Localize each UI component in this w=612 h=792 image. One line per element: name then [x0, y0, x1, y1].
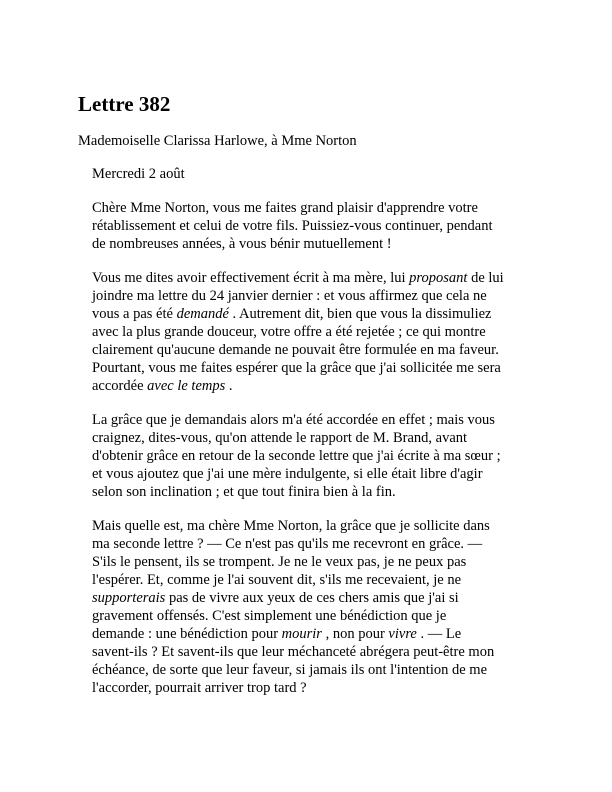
text-line	[92, 589, 532, 607]
page-title: Lettre 382	[78, 92, 171, 116]
italic-text: proposant	[409, 270, 468, 286]
italic-text: avec le temps	[147, 378, 226, 394]
text-line: Pourtant, vous me faites espérer que la grâce que j'ai sollicitée me sera	[92, 360, 501, 376]
text-line: rétablissement et celui de votre fils. Puissiez-vous continuer, pendant	[92, 218, 493, 234]
text-run: vous a pas été	[92, 306, 177, 322]
italic-text: demandé	[176, 306, 229, 322]
text-line	[92, 269, 532, 287]
text-line: l'accorder, pourrait arriver trop tard ?	[92, 680, 307, 696]
text-line: et vous ajoutez que j'ai une mère indulgente, si elle était libre d'agir	[92, 466, 483, 482]
text-line: savent-ils ? Et savent-ils que leur méchanceté abrégera peut-être mon	[92, 644, 495, 660]
text-run: accordée	[92, 378, 148, 394]
text-line: joindre ma lettre du 24 janvier dernier : et vous affirmez que cela ne	[92, 288, 487, 304]
paragraph-4	[92, 517, 532, 697]
text-run: pas de vivre aux yeux de ces chers amis que j'ai si	[165, 590, 459, 606]
text-run: demande : une bénédiction pour	[92, 626, 282, 642]
text-line: selon son inclination ; et que tout finira bien à la fin.	[92, 484, 396, 500]
letter-body	[92, 165, 532, 713]
letter-date: Mercredi 2 août	[92, 166, 185, 182]
text-line	[92, 625, 532, 643]
text-line: clairement qu'aucune demande ne pouvait être formulée en ma faveur.	[92, 342, 499, 358]
text-run: , non pour	[321, 626, 389, 642]
italic-text: vivre	[388, 626, 417, 642]
text-line: avec la plus grande douceur, votre offre a été rejetée ; ce qui montre	[92, 324, 486, 340]
paragraph-3	[92, 411, 532, 501]
text-line: Chère Mme Norton, vous me faites grand plaisir d'apprendre votre	[92, 200, 478, 216]
text-line	[92, 377, 532, 395]
text-line: gravement offensés. C'est simplement une bénédiction que je	[92, 608, 447, 624]
paragraph-1	[92, 199, 532, 253]
text-line: échéance, de sorte que leur faveur, si jamais ils ont l'intention de me	[92, 662, 488, 678]
letter-heading: Mademoiselle Clarissa Harlowe, à Mme Norton	[78, 133, 357, 149]
text-run: .	[225, 378, 233, 394]
text-line: S'ils le pensent, ils se trompent. Je ne le veux pas, je ne peux pas	[92, 554, 467, 570]
italic-text: mourir	[281, 626, 322, 642]
text-run: . — Le	[416, 626, 462, 642]
text-line: Mais quelle est, ma chère Mme Norton, la grâce que je sollicite dans	[92, 518, 490, 534]
italic-text: supporterais	[92, 590, 166, 606]
text-run: de lui	[467, 270, 504, 286]
text-line: craignez, dites-vous, qu'on attende le rapport de M. Brand, avant	[92, 430, 468, 446]
text-line: ma seconde lettre ? — Ce n'est pas qu'ils me recevront en grâce. —	[92, 536, 483, 552]
text-line: l'espérer. Et, comme je l'ai souvent dit, s'ils me recevaient, je ne	[92, 572, 462, 588]
text-line: d'obtenir grâce en retour de la seconde lettre que j'ai écrite à ma sœur ;	[92, 448, 501, 464]
paragraph-2	[92, 269, 532, 395]
text-run: Vous me dites avoir effectivement écrit à ma mère, lui	[92, 270, 410, 286]
text-line	[92, 305, 532, 323]
text-line: de nombreuses années, à vous bénir mutuellement !	[92, 236, 392, 252]
text-run: . Autrement dit, bien que vous la dissimuliez	[228, 306, 492, 322]
text-line: La grâce que je demandais alors m'a été accordée en effet ; mais vous	[92, 412, 495, 428]
